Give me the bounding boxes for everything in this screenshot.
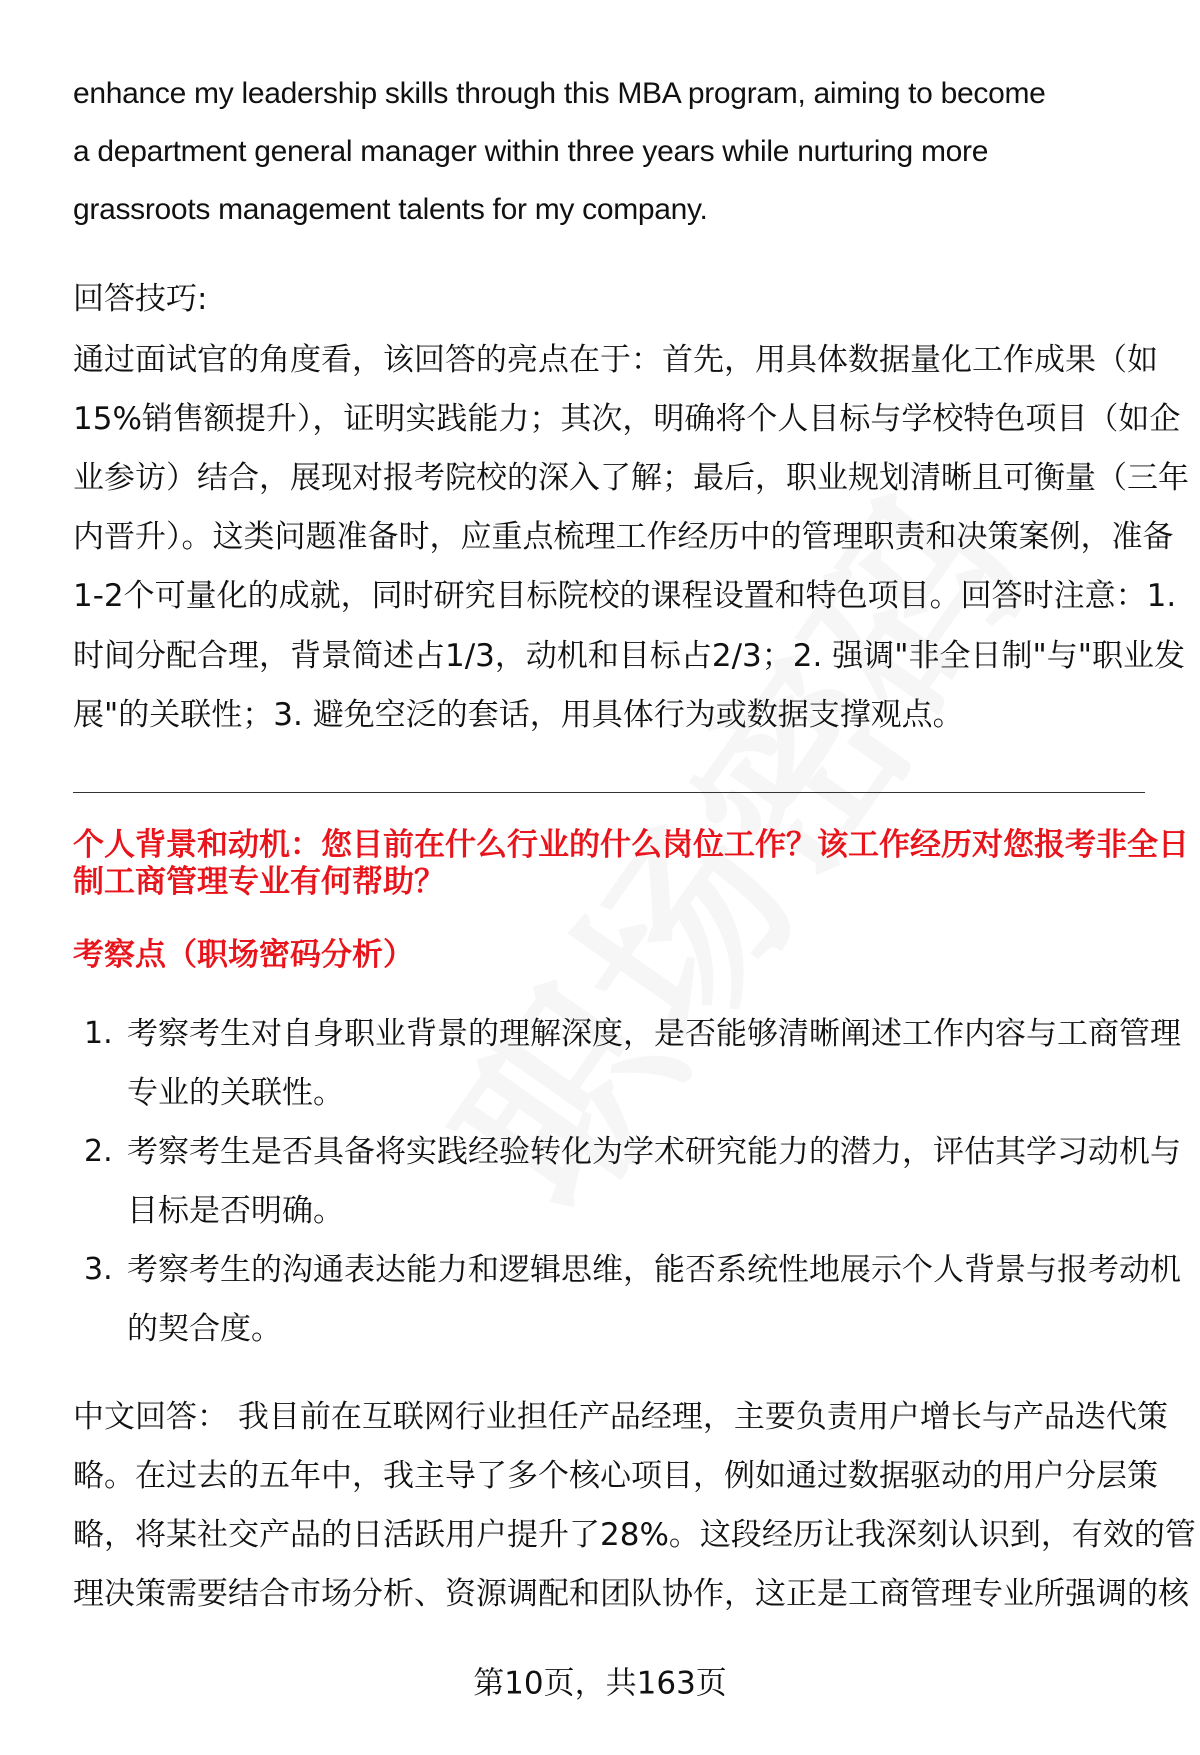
list-number: 2.	[84, 1134, 113, 1169]
text-line: 展"的关联性；3. 避免空泛的套话，用具体行为或数据支撑观点。	[73, 697, 964, 733]
text-line: 中文回答： 我目前在互联网行业担任产品经理，主要负责用户增长与产品迭代策	[73, 1399, 1168, 1435]
list-item-line: 的契合度。	[127, 1311, 282, 1347]
text-line: 略。在过去的五年中，我主导了多个核心项目，例如通过数据驱动的用户分层策	[73, 1458, 1158, 1494]
list-item-line: 目标是否明确。	[127, 1193, 344, 1229]
text-line: 1-2个可量化的成就，同时研究目标院校的课程设置和特色项目。回答时注意：1.	[73, 578, 1177, 614]
list-number: 1.	[84, 1016, 113, 1051]
list-number: 3.	[84, 1252, 113, 1287]
list-item-line: 考察考生是否具备将实践经验转化为学术研究能力的潜力，评估其学习动机与	[127, 1134, 1181, 1170]
text-line: 时间分配合理，背景简述占1/3，动机和目标占2/3；2. 强调"非全日制"与"职业发	[73, 638, 1185, 674]
list-item-line: 考察考生对自身职业背景的理解深度，是否能够清晰阐述工作内容与工商管理	[127, 1016, 1181, 1052]
text-line: grassroots management talents for my company.	[73, 193, 708, 226]
divider	[73, 792, 1145, 793]
question-line: 制工商管理专业有何帮助？	[73, 864, 445, 900]
tips-label: 回答技巧:	[73, 281, 208, 317]
text-line: 略，将某社交产品的日活跃用户提升了28%。这段经历让我深刻认识到，有效的管	[73, 1517, 1196, 1553]
text-line: 内晋升）。这类问题准备时，应重点梳理工作经历中的管理职责和决策案例，准备	[73, 519, 1174, 555]
text-line: 通过面试官的角度看，该回答的亮点在于：首先，用具体数据量化工作成果（如	[73, 342, 1158, 378]
text-line: 理决策需要结合市场分析、资源调配和团队协作，这正是工商管理专业所强调的核	[73, 1576, 1189, 1612]
text-line: a department general manager within three years while nurturing more	[73, 135, 989, 168]
assessment-title: 考察点（职场密码分析）	[73, 937, 414, 973]
question-line: 个人背景和动机：您目前在什么行业的什么岗位工作？该工作经历对您报考非全日	[73, 827, 1189, 863]
text-line: 业参访）结合，展现对报考院校的深入了解；最后，职业规划清晰且可衡量（三年	[73, 460, 1189, 496]
list-item-line: 专业的关联性。	[127, 1075, 344, 1111]
page-number: 第10页，共163页	[473, 1665, 727, 1702]
text-line: 15%销售额提升），证明实践能力；其次，明确将个人目标与学校特色项目（如企	[73, 401, 1181, 437]
list-item-line: 考察考生的沟通表达能力和逻辑思维，能否系统性地展示个人背景与报考动机	[127, 1252, 1181, 1288]
text-line: enhance my leadership skills through this MBA program, aiming to become	[73, 77, 1046, 110]
